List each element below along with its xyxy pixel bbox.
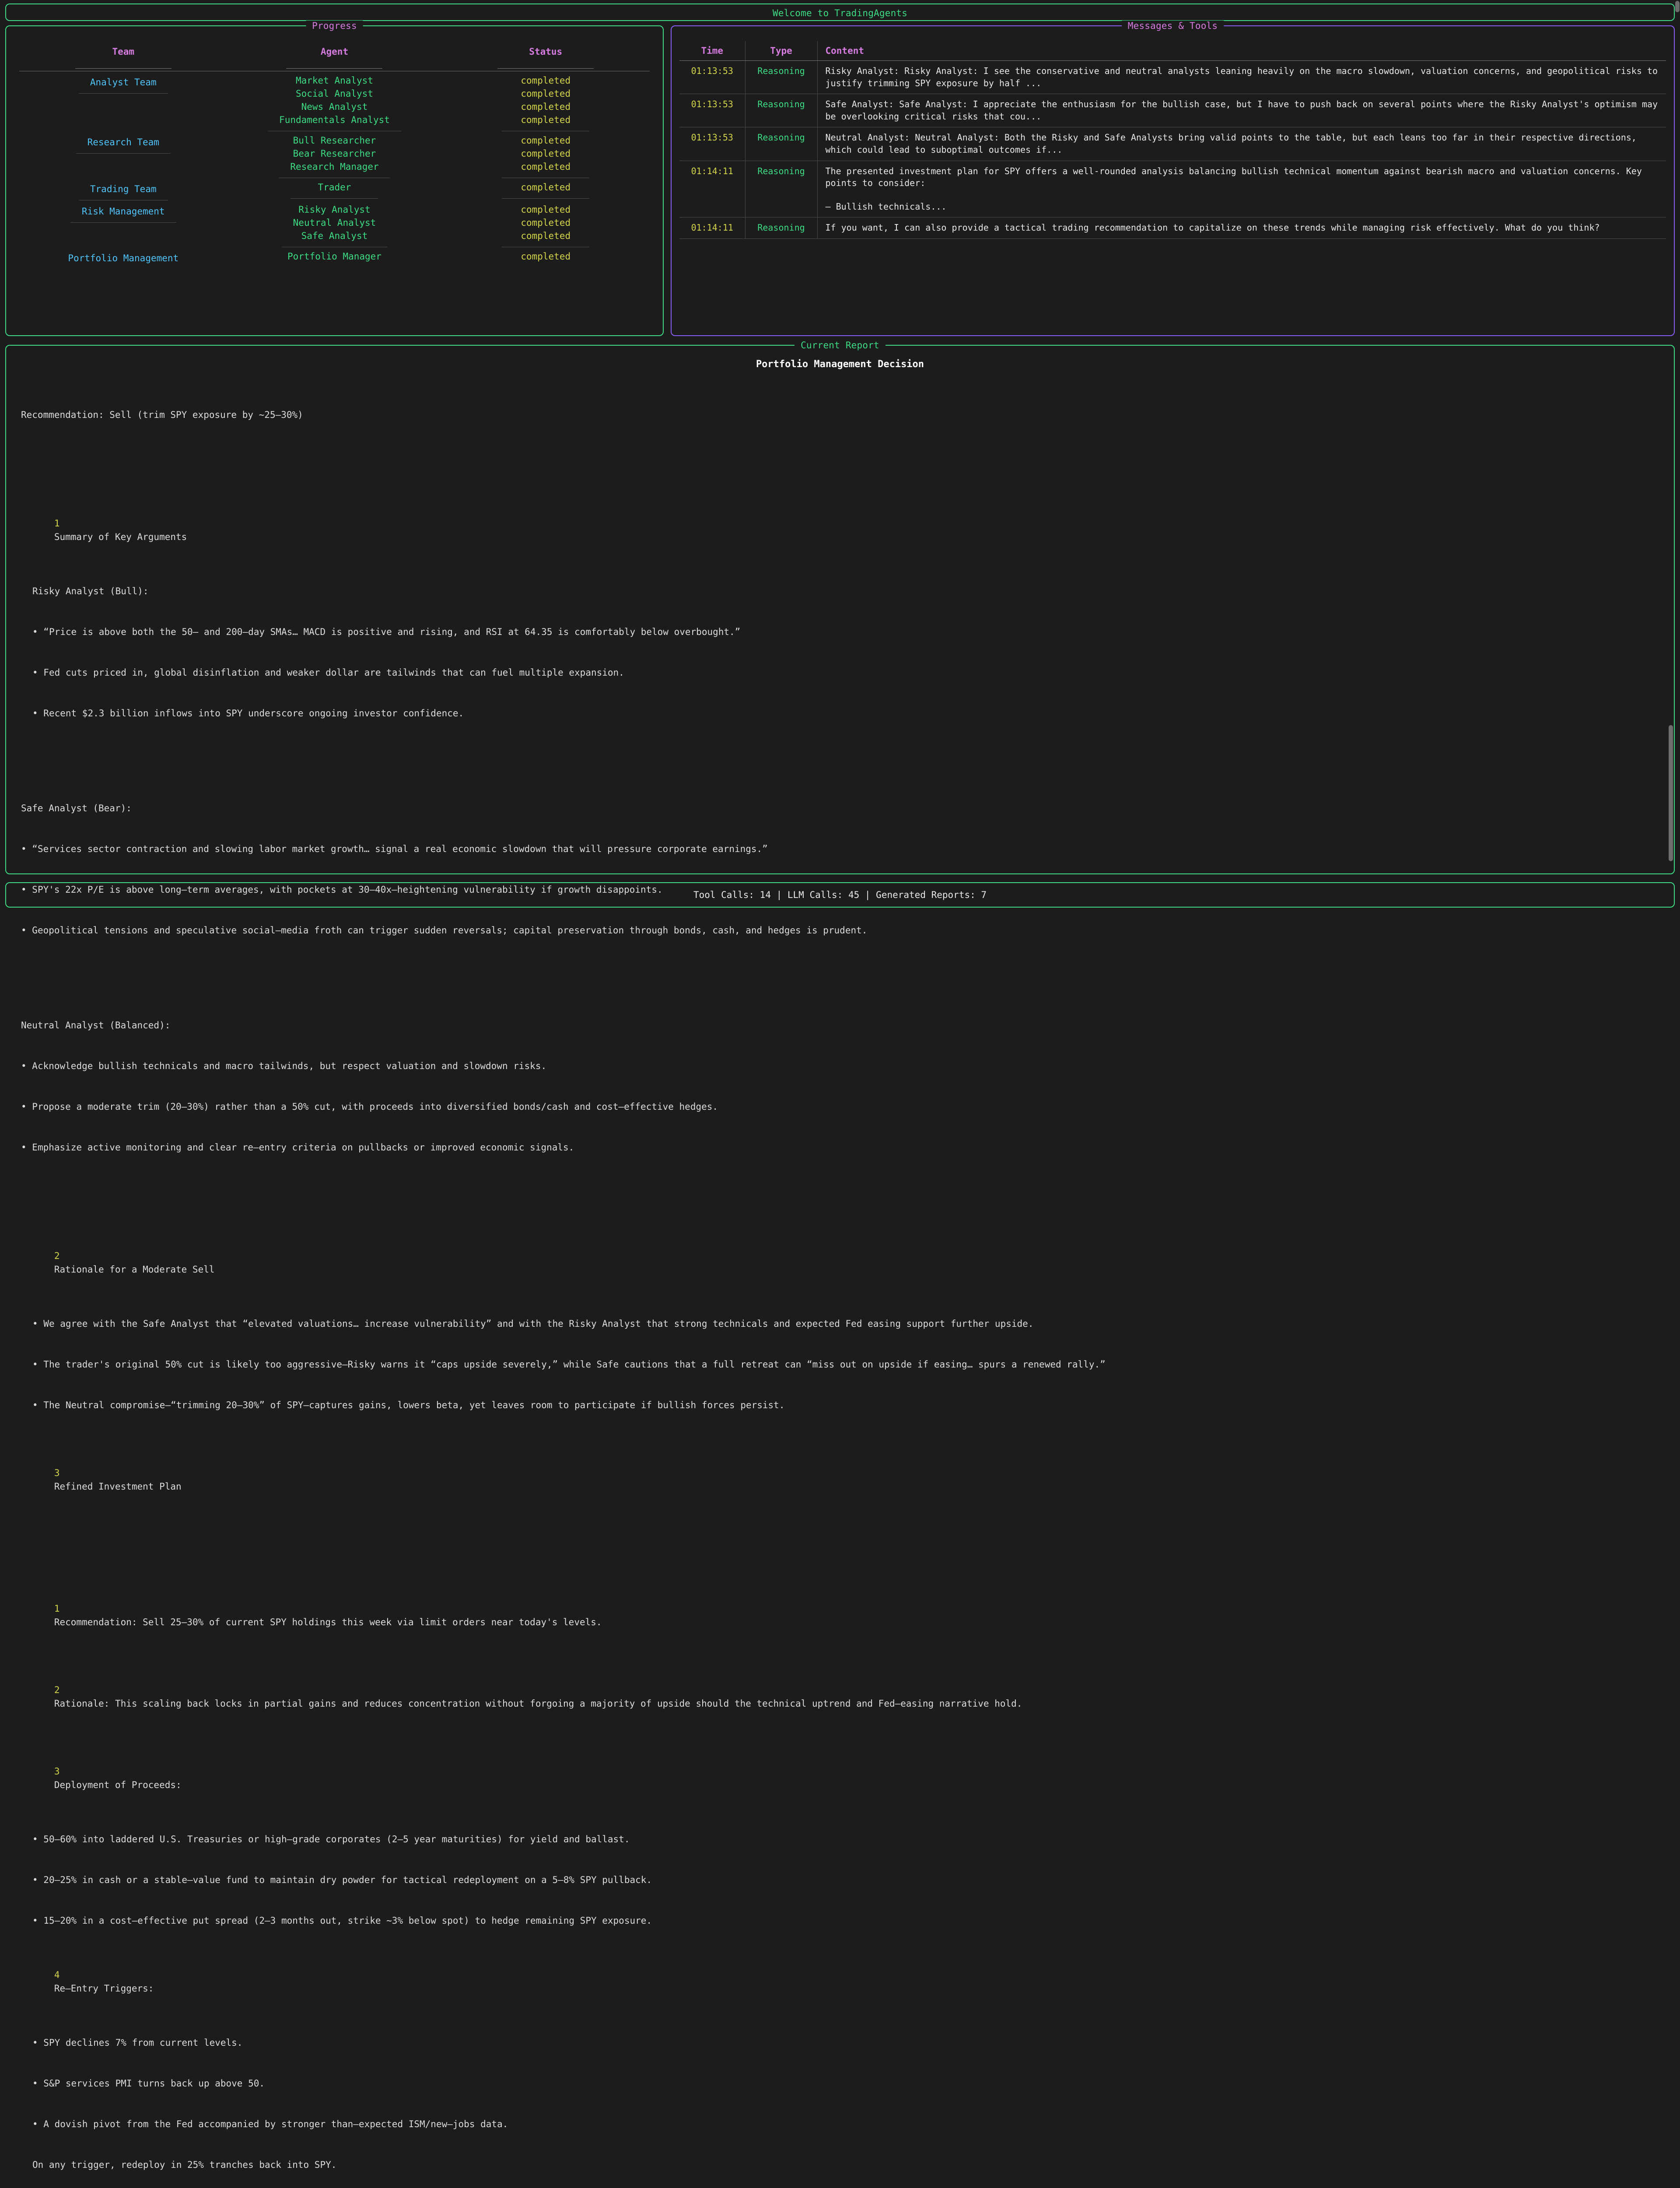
list-item: • S&P services PMI turns back up above 50.	[32, 2078, 265, 2089]
risky-label: Risky Analyst (Bull):	[32, 586, 149, 596]
list-item-text: The Neutral compromise—“trimming 20–30%” of SPY—captures gains, lowers beta, yet leaves room to participate if bullish forces persist.	[43, 1400, 785, 1410]
progress-col-status: Status	[529, 46, 563, 57]
list-item: • Propose a moderate trim (20–30%) rather than a 50% cut, with proceeds into diversified bonds/cash and cost–effective hedges.	[21, 1101, 718, 1112]
report-body	[21, 381, 1659, 2188]
list-item: • Fed cuts priced in, global disinflation and weaker dollar are tailwinds that can fuel multiple expansion.	[32, 667, 624, 678]
message-content	[817, 127, 1666, 161]
status-badge: completed	[521, 251, 571, 262]
messages-title: Messages & Tools	[1122, 21, 1224, 31]
list-item-text: SPY declines 7% from current levels.	[43, 2037, 243, 2048]
progress-panel	[5, 21, 664, 336]
progress-col-team: Team	[112, 46, 135, 57]
plan-item	[21, 1670, 1659, 1724]
table-row	[19, 71, 650, 132]
plan-text: Sell 25–30% of current SPY holdings this week via limit orders near today's levels.	[137, 1617, 602, 1627]
progress-header-row	[19, 41, 650, 60]
plan-label: Rationale:	[54, 1698, 110, 1709]
list-item: • Geopolitical tensions and speculative social–media froth can trigger sudden reversals; capital preservation through bonds, cash, and hedges is prudent.	[21, 925, 868, 936]
message-content	[817, 94, 1666, 127]
progress-agent: Neutral Analyst	[293, 217, 376, 228]
section-number: 3	[54, 1468, 60, 1478]
plan-number: 4	[54, 1970, 60, 1980]
messages-panel	[671, 21, 1675, 336]
plan-label: Deployment of Proceeds:	[54, 1780, 182, 1790]
messages-col-type: Type	[745, 41, 817, 61]
progress-agent: Bull Researcher	[293, 135, 376, 146]
table-row	[19, 200, 650, 247]
list-item-text: 15–20% in a cost–effective put spread (2–3 months out, strike ~3% below spot) to hedge remaining SPY exposure.	[43, 1915, 652, 1926]
message-paragraph: The presented investment plan for SPY offers a well-rounded analysis balancing bullish technical momentum against bearish macro and valuation concerns. Key points to consider:	[825, 165, 1642, 189]
message-time: 01:13:53	[679, 94, 745, 127]
list-item: • Acknowledge bullish technicals and macro tailwinds, but respect valuation and slowdown risks.	[21, 1061, 547, 1071]
list-item-text: 20–25% in cash or a stable–value fund to maintain dry powder for tactical redeployment on a 5–8% SPY pullback.	[43, 1875, 652, 1885]
progress-agent: Research Manager	[290, 161, 379, 172]
message-content	[817, 61, 1666, 94]
progress-team: Risk Management	[81, 206, 165, 217]
messages-header-row	[679, 41, 1666, 61]
report-scrollbar-thumb[interactable]	[1669, 725, 1673, 861]
message-type: Reasoning	[745, 61, 817, 94]
welcome-banner	[5, 4, 1675, 21]
progress-agent: Social Analyst	[295, 88, 373, 99]
section-number: 2	[54, 1251, 60, 1261]
messages-col-time: Time	[679, 41, 745, 61]
page-scrollbar[interactable]	[1675, 0, 1680, 2188]
list-item-text: S&P services PMI turns back up above 50.	[43, 2078, 265, 2089]
safe-label: Safe Analyst (Bear):	[21, 803, 132, 813]
progress-agent: Bear Researcher	[293, 148, 376, 159]
status-badge: completed	[521, 231, 571, 241]
plan-label: Recommendation:	[54, 1617, 137, 1627]
status-text: Tool Calls: 14 | LLM Calls: 45 | Generated Reports: 7	[693, 890, 987, 900]
table-row	[679, 127, 1666, 161]
plan-item	[21, 1588, 1659, 1643]
list-item: • We agree with the Safe Analyst that “elevated valuations… increase vulnerability” and with the Risky Analyst that strong technicals and expected Fed easing support further upside.	[32, 1318, 1034, 1329]
plan-number: 2	[54, 1685, 60, 1695]
plan-item	[21, 1751, 1659, 1806]
status-badge: completed	[521, 217, 571, 228]
message-time: 01:14:11	[679, 161, 745, 217]
progress-agent: Risky Analyst	[298, 204, 371, 215]
message-time: 01:13:53	[679, 61, 745, 94]
table-row	[679, 61, 1666, 94]
report-section-2	[21, 1236, 1659, 1290]
report-section-3	[21, 1453, 1659, 1507]
message-type: Reasoning	[745, 94, 817, 127]
report-closing: On any trigger, redeploy in 25% tranches back into SPY.	[32, 2160, 337, 2170]
list-item-text: 50–60% into laddered U.S. Treasuries or high–grade corporates (2–5 year maturities) for yield and ballast.	[43, 1834, 630, 1844]
progress-team: Analyst Team	[90, 77, 157, 88]
list-item-text: The trader's original 50% cut is likely too aggressive—Risky warns it “caps upside severely,” while Safe cautions that a full retreat can “miss out on upside if easing… spurs a renewed rally.”	[43, 1359, 1106, 1370]
progress-agent: News Analyst	[301, 102, 368, 112]
progress-agent: Portfolio Manager	[287, 251, 382, 262]
message-type: Reasoning	[745, 127, 817, 161]
table-row	[679, 217, 1666, 239]
list-item-text: A dovish pivot from the Fed accompanied by stronger than–expected ISM/new–jobs data.	[43, 2119, 508, 2129]
list-item-text: Recent $2.3 billion inflows into SPY underscore ongoing investor confidence.	[43, 708, 464, 719]
status-badge: completed	[521, 88, 571, 99]
list-item: • “Price is above both the 50– and 200–day SMAs… MACD is positive and rising, and RSI at 64.35 is comfortably below overbought.”	[32, 627, 741, 637]
status-badge: completed	[521, 115, 571, 125]
status-badge: completed	[521, 204, 571, 215]
section-title: Rationale for a Moderate Sell	[54, 1264, 215, 1275]
progress-agent: Fundamentals Analyst	[279, 115, 390, 125]
neutral-label: Neutral Analyst (Balanced):	[21, 1020, 171, 1031]
list-item: • A dovish pivot from the Fed accompanied by stronger than–expected ISM/new–jobs data.	[32, 2119, 508, 2129]
table-row	[679, 161, 1666, 217]
report-section-1	[21, 503, 1659, 558]
list-item: • 15–20% in a cost–effective put spread (2–3 months out, strike ~3% below spot) to hedge remaining SPY exposure.	[32, 1915, 652, 1926]
message-paragraph: Neutral Analyst: Neutral Analyst: Both the Risky and Safe Analysts bring valid points to the table, but each leans too far in their respective directions, which could lead to suboptimal outcomes if...	[825, 132, 1637, 155]
list-item: • Emphasize active monitoring and clear re–entry criteria on pullbacks or improved economic signals.	[21, 1142, 574, 1153]
table-row	[19, 178, 650, 200]
list-item-text: SPY's 22x P/E is above long–term averages, with pockets at 30–40x—heightening vulnerability if growth disappoints.	[32, 884, 663, 895]
progress-agent: Market Analyst	[295, 75, 373, 86]
list-item: • SPY's 22x P/E is above long–term averages, with pockets at 30–40x—heightening vulnerability if growth disappoints.	[21, 884, 663, 895]
message-time: 01:13:53	[679, 127, 745, 161]
list-item: • Recent $2.3 billion inflows into SPY underscore ongoing investor confidence.	[32, 708, 464, 719]
status-badge: completed	[521, 75, 571, 86]
plan-number: 1	[54, 1603, 60, 1614]
list-item-text: “Price is above both the 50– and 200–day SMAs… MACD is positive and rising, and RSI at 64.35 is comfortably below overbought.”	[43, 627, 741, 637]
list-item-text: Propose a moderate trim (20–30%) rather than a 50% cut, with proceeds into diversified bonds/cash and cost–effective hedges.	[32, 1101, 718, 1112]
section-number: 1	[54, 518, 60, 529]
main-row	[5, 21, 1675, 336]
progress-team: Research Team	[87, 137, 159, 147]
progress-table	[19, 41, 650, 269]
welcome-title: Welcome to TradingAgents	[766, 8, 914, 18]
list-item: • SPY declines 7% from current levels.	[32, 2037, 243, 2048]
list-item: • “Services sector contraction and slowing labor market growth… signal a real economic slowdown that will pressure corporate earnings.”	[21, 844, 768, 854]
message-paragraph: Safe Analyst: Safe Analyst: I appreciate the enthusiasm for the bullish case, but I have to push back on several points where the Risky Analyst's optimism may be overlooking critical risks that cou...	[825, 99, 1658, 122]
report-title-label: Current Report	[794, 340, 886, 351]
message-type: Reasoning	[745, 217, 817, 239]
progress-team: Trading Team	[90, 184, 157, 194]
message-type: Reasoning	[745, 161, 817, 217]
plan-number: 3	[54, 1766, 60, 1777]
list-item-text: Acknowledge bullish technicals and macro tailwinds, but respect valuation and slowdown risks.	[32, 1061, 547, 1071]
plan-label: Re–Entry Triggers:	[54, 1983, 154, 1994]
message-content	[817, 217, 1666, 239]
message-time: 01:14:11	[679, 217, 745, 239]
report-scrollbar[interactable]	[1669, 347, 1673, 872]
list-item-text: Geopolitical tensions and speculative social–media froth can trigger sudden reversals; capital preservation through bonds, cash, and hedges is prudent.	[32, 925, 868, 936]
progress-title: Progress	[306, 21, 363, 31]
messages-col-content: Content	[817, 41, 1666, 61]
progress-col-agent: Agent	[320, 46, 349, 57]
list-item-text: We agree with the Safe Analyst that “elevated valuations… increase vulnerability” and with the Risky Analyst that strong technicals and expected Fed easing support further upside.	[43, 1318, 1034, 1329]
list-item: • 50–60% into laddered U.S. Treasuries or high–grade corporates (2–5 year maturities) for yield and ballast.	[32, 1834, 630, 1844]
table-row	[679, 94, 1666, 127]
progress-agent: Trader	[318, 182, 351, 193]
table-row	[19, 131, 650, 178]
message-paragraph: – Bullish technicals...	[825, 201, 947, 212]
status-badge: completed	[521, 135, 571, 146]
message-paragraph: If you want, I can also provide a tactical trading recommendation to capitalize on these trends while managing risk effectively. What do you think?	[825, 222, 1600, 233]
plan-text: This scaling back locks in partial gains and reduces concentration without forgoing a majority of upside should the technical uptrend and Fed–easing narrative hold.	[109, 1698, 1022, 1709]
status-badge: completed	[521, 148, 571, 159]
progress-team: Portfolio Management	[68, 253, 179, 263]
page-scrollbar-thumb-top[interactable]	[1675, 1, 1680, 12]
list-item: • The trader's original 50% cut is likely too aggressive—Risky warns it “caps upside severely,” while Safe cautions that a full retreat can “miss out on upside if easing… spurs a renewed rally.”	[32, 1359, 1106, 1370]
status-badge: completed	[521, 161, 571, 172]
progress-agent: Safe Analyst	[301, 231, 368, 241]
table-row	[19, 247, 650, 269]
plan-item	[21, 1955, 1659, 2009]
list-item-text: “Services sector contraction and slowing labor market growth… signal a real economic slowdown that will pressure corporate earnings.”	[32, 844, 768, 854]
report-recommendation: Recommendation: Sell (trim SPY exposure by ~25–30%)	[21, 410, 303, 420]
list-item: • 20–25% in cash or a stable–value fund to maintain dry powder for tactical redeployment on a 5–8% SPY pullback.	[32, 1875, 652, 1885]
report-heading: Portfolio Management Decision	[756, 359, 924, 370]
list-item: • The Neutral compromise—“trimming 20–30%” of SPY—captures gains, lowers beta, yet leaves room to participate if bullish forces persist.	[32, 1400, 785, 1410]
list-item-text: Emphasize active monitoring and clear re–entry criteria on pullbacks or improved economic signals.	[32, 1142, 574, 1153]
status-badge: completed	[521, 182, 571, 193]
message-content	[817, 161, 1666, 217]
status-badge: completed	[521, 102, 571, 112]
progress-header-rule	[19, 60, 650, 71]
section-title: Refined Investment Plan	[54, 1481, 182, 1492]
list-item-text: Fed cuts priced in, global disinflation and weaker dollar are tailwinds that can fuel multiple expansion.	[43, 667, 624, 678]
messages-table	[679, 41, 1666, 239]
section-title: Summary of Key Arguments	[54, 532, 187, 542]
message-paragraph: Risky Analyst: Risky Analyst: I see the conservative and neutral analysts leaning heavily on the macro slowdown, valuation concerns, and geopolitical risks to justify trimming SPY exposure by half ...	[825, 66, 1658, 88]
